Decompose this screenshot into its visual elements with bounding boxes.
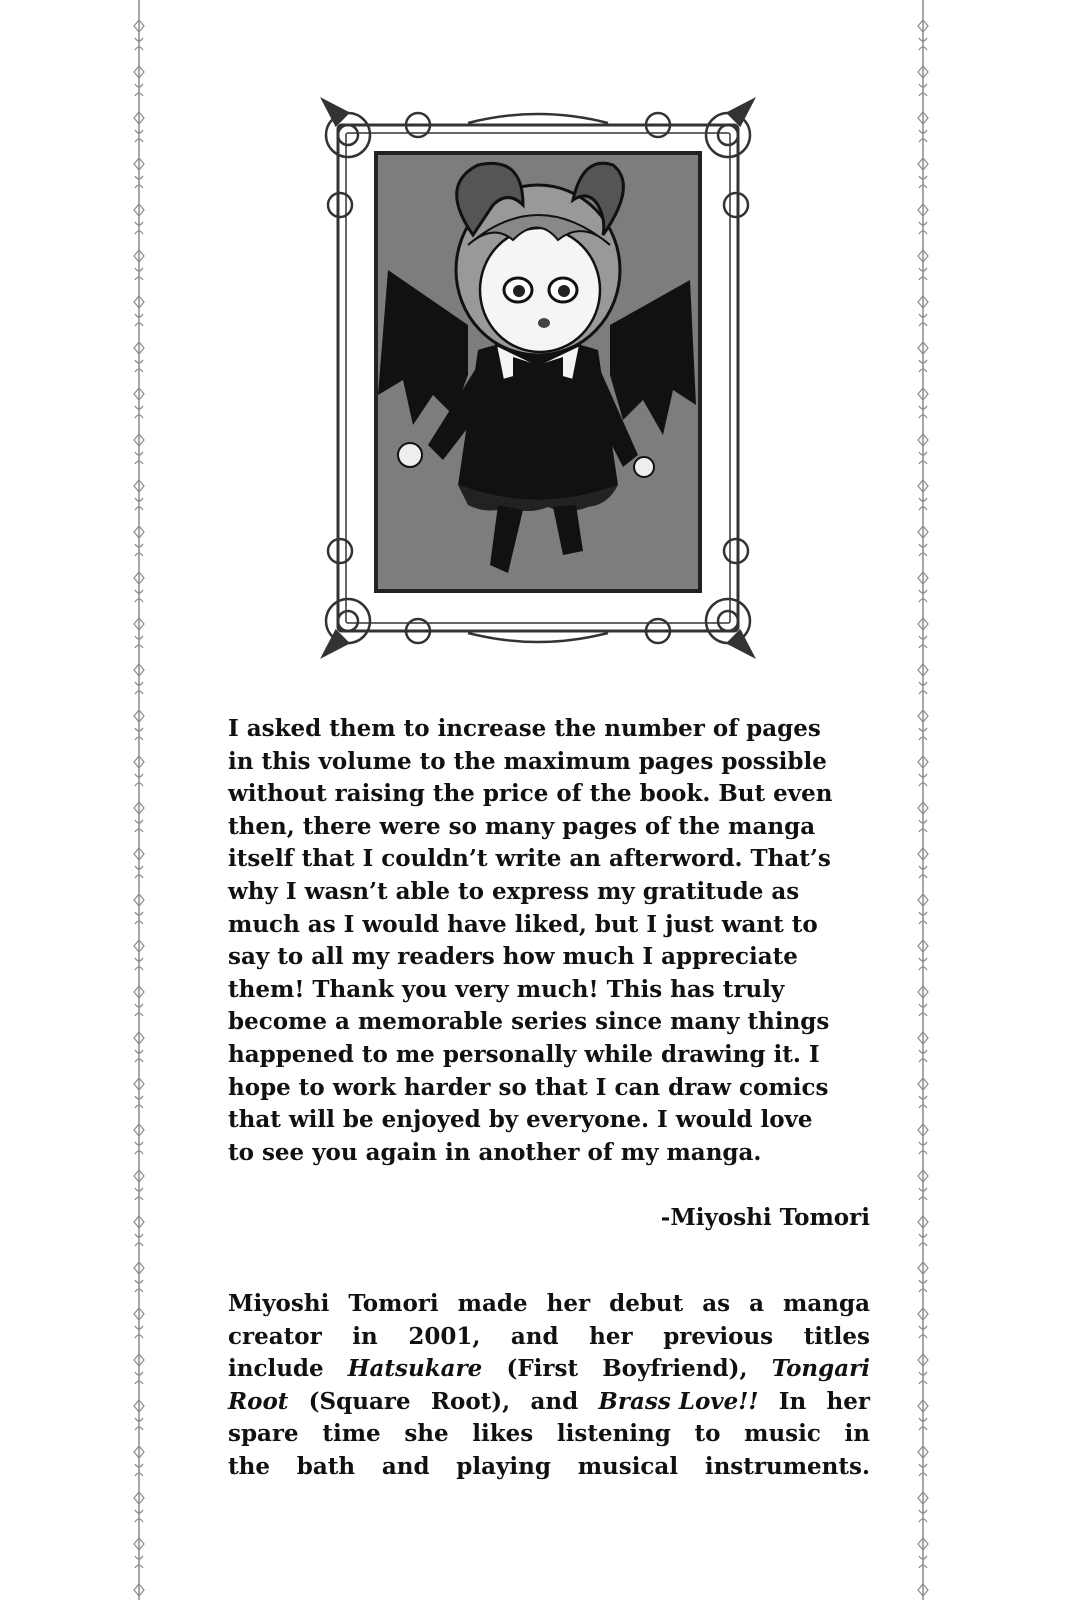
author-bio [228, 1288, 870, 1484]
message-line: itself that I couldn’t write an afterword. That’s [228, 845, 831, 873]
bio-word: made [457, 1290, 528, 1317]
bio-word: creator [228, 1322, 322, 1350]
bio-title-root: Root [228, 1387, 289, 1415]
bio-word: the [228, 1452, 270, 1480]
message-line: then, there were so many pages of the manga [228, 812, 816, 840]
bio-line [228, 1288, 870, 1321]
bio-word: titles [803, 1322, 870, 1350]
bio-word: 2001, [408, 1322, 481, 1350]
demon-girl-illustration [318, 95, 758, 661]
author-signature: -Miyoshi Tomori [660, 1204, 870, 1231]
bio-line [228, 1321, 870, 1354]
bio-word: and [510, 1322, 559, 1350]
bio-word: as [702, 1290, 731, 1317]
bio-word: in [352, 1322, 378, 1350]
bio-word: music [744, 1420, 821, 1448]
bio-word: manga [783, 1290, 870, 1317]
message-line: in this volume to the maximum pages possible [228, 747, 827, 775]
bio-word: and [381, 1452, 430, 1480]
message-line: why I wasn’t able to express my gratitude as [228, 877, 800, 905]
bio-word: musical [577, 1452, 679, 1480]
afterword-message [228, 713, 868, 1169]
bio-title-tongari: Tongari [771, 1355, 870, 1383]
bio-word: Boyfriend), [602, 1355, 748, 1383]
bio-word: In [778, 1387, 807, 1415]
bio-line [228, 1451, 870, 1484]
message-line: happened to me personally while drawing it. I [228, 1040, 820, 1068]
message-line: hope to work harder so that I can draw comics [228, 1073, 829, 1101]
bio-word: (First [506, 1355, 579, 1383]
bio-word: she [404, 1420, 449, 1448]
message-line: become a memorable series since many things [228, 1008, 830, 1036]
bio-word: a [749, 1290, 765, 1317]
bio-word: and [530, 1387, 579, 1415]
bio-word: (Square [308, 1387, 411, 1415]
bio-word: debut [609, 1290, 684, 1317]
bio-word: in [844, 1420, 870, 1448]
framed-illustration [318, 95, 758, 661]
bio-word: to [694, 1420, 721, 1448]
left-ornamental-border [132, 0, 146, 1600]
bio-word: Tomori [348, 1290, 439, 1317]
message-line: them! Thank you very much! This has truly [228, 975, 785, 1003]
bio-word: instruments. [704, 1452, 870, 1480]
bio-line [228, 1418, 870, 1451]
bio-word: time [322, 1420, 381, 1448]
bio-line [228, 1353, 870, 1386]
message-line: that will be enjoyed by everyone. I would love [228, 1106, 813, 1134]
bio-line [228, 1386, 870, 1419]
bio-word: include [228, 1355, 324, 1383]
bio-word: playing [456, 1452, 551, 1480]
bio-title-brass-love: Brass Love!! [598, 1387, 759, 1415]
message-line: say to all my readers how much I appreciate [228, 943, 798, 971]
bio-word: previous [663, 1322, 774, 1350]
bio-word: her [826, 1387, 870, 1415]
message-line: without raising the price of the book. But even [228, 780, 833, 808]
bio-word: her [546, 1290, 591, 1317]
message-line: much as I would have liked, but I just want to [228, 910, 818, 938]
bio-title-hatsukare: Hatsukare [347, 1355, 483, 1383]
message-line: I asked them to increase the number of pages [228, 715, 821, 742]
bio-word: listening [556, 1420, 671, 1448]
bio-word: her [589, 1322, 633, 1350]
right-ornamental-border [916, 0, 930, 1600]
bio-word: spare [228, 1420, 299, 1448]
bio-word: Miyoshi [228, 1290, 330, 1317]
message-line: to see you again in another of my manga. [228, 1138, 762, 1166]
bio-word: Root), [430, 1387, 511, 1415]
bio-word: bath [296, 1452, 356, 1480]
bio-word: likes [472, 1420, 534, 1448]
